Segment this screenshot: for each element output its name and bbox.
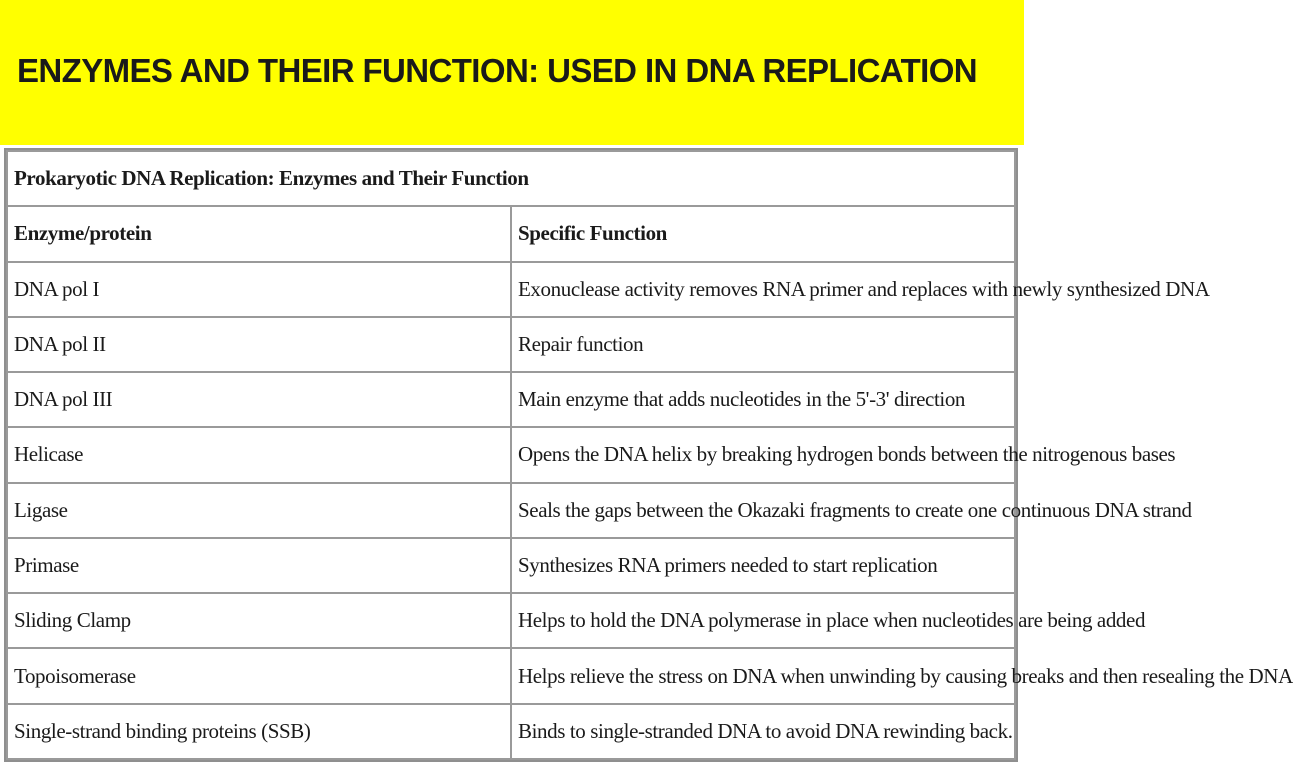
function-cell: Helps to hold the DNA polymerase in place when nucleotides are being added — [511, 593, 1015, 648]
enzyme-cell: Primase — [7, 538, 511, 593]
enzyme-cell: Single-strand binding proteins (SSB) — [7, 704, 511, 759]
table-row — [7, 648, 1015, 703]
enzyme-cell: Helicase — [7, 427, 511, 482]
enzyme-cell: DNA pol I — [7, 262, 511, 317]
table-header-row — [7, 206, 1015, 261]
table-row — [7, 317, 1015, 372]
table-row — [7, 372, 1015, 427]
enzyme-table — [6, 150, 1293, 760]
function-cell: Exonuclease activity removes RNA primer and replaces with newly synthesized DNA — [511, 262, 1015, 317]
function-cell: Repair function — [511, 317, 1015, 372]
function-cell: Synthesizes RNA primers needed to start replication — [511, 538, 1015, 593]
enzyme-cell: DNA pol III — [7, 372, 511, 427]
column-header-function: Specific Function — [511, 206, 1015, 261]
slide-title: ENZYMES AND THEIR FUNCTION: USED IN DNA REPLICATION — [17, 52, 978, 89]
table-row — [7, 593, 1015, 648]
enzyme-cell: DNA pol II — [7, 317, 511, 372]
enzyme-cell: Ligase — [7, 483, 511, 538]
function-cell: Helps relieve the stress on DNA when unwinding by causing breaks and then resealing the DNA — [511, 648, 1015, 703]
column-header-enzyme: Enzyme/protein — [7, 206, 511, 261]
table-row — [7, 483, 1015, 538]
table-row — [7, 427, 1015, 482]
table-row — [7, 538, 1015, 593]
function-cell: Seals the gaps between the Okazaki fragments to create one continuous DNA strand — [511, 483, 1015, 538]
table-caption: Prokaryotic DNA Replication: Enzymes and Their Function — [7, 151, 1015, 206]
function-cell: Opens the DNA helix by breaking hydrogen bonds between the nitrogenous bases — [511, 427, 1015, 482]
function-cell: Binds to single-stranded DNA to avoid DNA rewinding back. — [511, 704, 1015, 759]
function-cell: Main enzyme that adds nucleotides in the 5'-3' direction — [511, 372, 1015, 427]
enzyme-table-container — [4, 148, 1293, 762]
table-row — [7, 262, 1015, 317]
enzyme-cell: Topoisomerase — [7, 648, 511, 703]
table-caption-row — [7, 151, 1015, 206]
enzyme-cell: Sliding Clamp — [7, 593, 511, 648]
title-banner — [0, 0, 1024, 145]
table-row — [7, 704, 1015, 759]
